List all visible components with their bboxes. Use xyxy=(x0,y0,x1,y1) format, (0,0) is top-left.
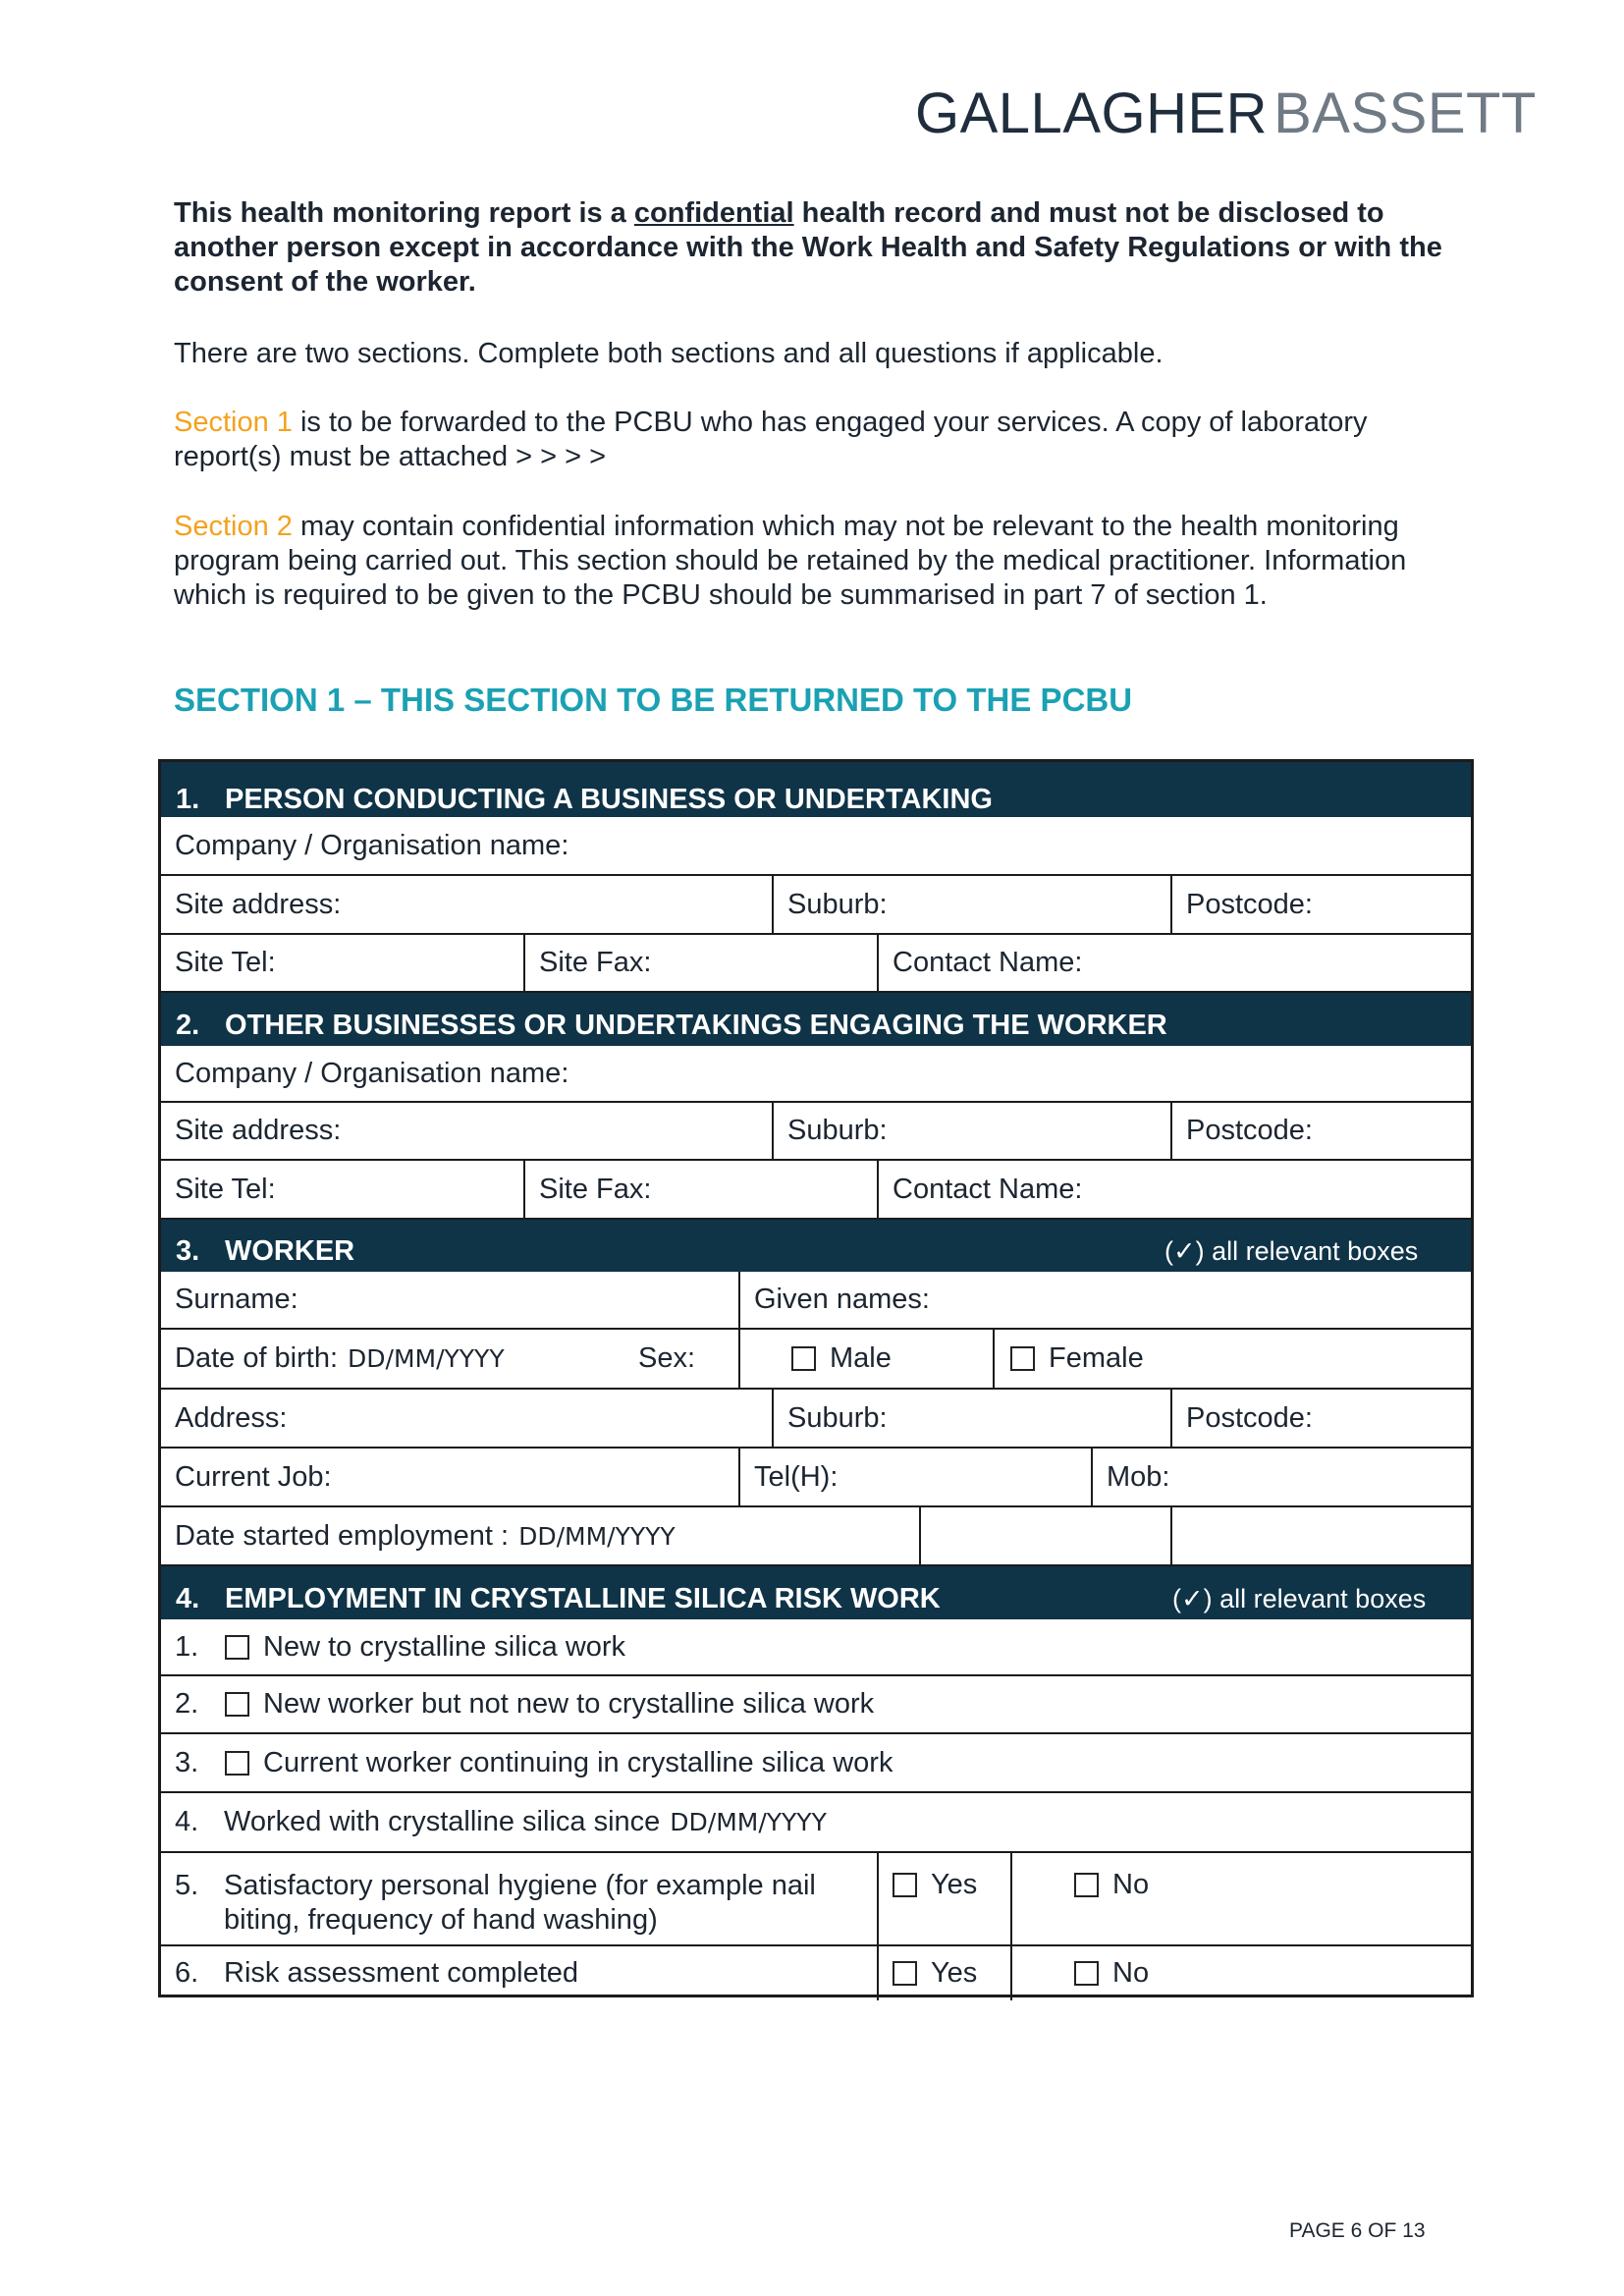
postcode-field[interactable]: Postcode: xyxy=(1186,888,1313,920)
check-all-hint: (✓) all relevant boxes xyxy=(1172,1583,1427,1613)
health-monitoring-form xyxy=(158,759,1474,1997)
contact-name-field[interactable]: Contact Name: xyxy=(893,1173,1083,1205)
brand-name-secondary: BASSETT xyxy=(1273,82,1537,145)
check-all-hint: (✓) all relevant boxes xyxy=(1164,1236,1419,1266)
page-number: PAGE 6 OF 13 xyxy=(1289,2219,1426,2242)
section2-label: Section 2 xyxy=(174,511,293,542)
part3-header: 3. WORKER (✓) all relevant boxes xyxy=(161,1220,1471,1272)
postcode-field[interactable]: Postcode: xyxy=(1186,1401,1313,1434)
section2-note: Section 2 may contain confidential information which may not be relevant to the health monitoring program being carried out. This section should be retained by the medical practitioner. Information which is required to be given to the PCBU should be summarised in part 7 of section 1. xyxy=(174,511,1407,611)
male-checkbox[interactable] xyxy=(791,1346,816,1371)
part1-contact-row xyxy=(161,935,1471,993)
hygiene-question: 5. Satisfactory personal hygiene (for example nail biting, frequency of hand washing) xyxy=(161,1853,879,1944)
part2-address-row xyxy=(161,1103,1471,1161)
risk-no-checkbox[interactable] xyxy=(1074,1961,1099,1986)
suburb-field[interactable]: Suburb: xyxy=(774,1390,1172,1447)
worker-job-row xyxy=(161,1449,1471,1507)
confidential-emphasis: confidential xyxy=(633,197,794,229)
tel-home-field[interactable]: Tel(H): xyxy=(740,1449,1093,1505)
contact-name-field[interactable]: Contact Name: xyxy=(893,947,1083,978)
worker-start-row xyxy=(161,1507,1471,1566)
item1-checkbox[interactable] xyxy=(225,1635,249,1660)
dob-field[interactable]: Date of birth: DD/MM/YYYY Sex: xyxy=(161,1330,740,1388)
part1-address-row xyxy=(161,876,1471,935)
part3-title: WORKER xyxy=(225,1235,355,1267)
hygiene-no-option[interactable]: No xyxy=(1012,1853,1471,1944)
company-logo xyxy=(901,82,1537,145)
part1-header: 1. PERSON CONDUCTING A BUSINESS OR UNDERTAKING xyxy=(161,762,1471,817)
site-address-field[interactable]: Site address: xyxy=(161,1103,774,1159)
suburb-field[interactable]: Suburb: xyxy=(774,1103,1172,1159)
silica-item-1[interactable]: 1. New to crystalline silica work xyxy=(161,1619,1471,1676)
given-names-field[interactable]: Given names: xyxy=(754,1284,930,1315)
part1-company-row[interactable] xyxy=(161,817,1471,876)
hygiene-yes-checkbox[interactable] xyxy=(893,1873,917,1897)
risk-no-option[interactable]: No xyxy=(1012,1946,1471,2000)
site-fax-field[interactable]: Site Fax: xyxy=(525,1161,879,1218)
sex-male-option[interactable]: Male xyxy=(740,1330,995,1388)
risk-yes-checkbox[interactable] xyxy=(893,1961,917,1986)
postcode-field[interactable]: Postcode: xyxy=(1186,1115,1313,1146)
current-job-field[interactable]: Current Job: xyxy=(161,1449,740,1505)
confidentiality-notice: This health monitoring report is a confidential health record and must not be disclosed to another person except in accordance with the Work Health and Safety Regulations or with the consent of the worker. xyxy=(174,197,1442,298)
silica-item-4[interactable]: 4. Worked with crystalline silica since DD/MM/YYYY xyxy=(161,1793,1471,1853)
mobile-field[interactable]: Mob: xyxy=(1107,1460,1170,1493)
section1-note: Section 1 is to be forwarded to the PCBU who has engaged your services. A copy of laboratory report(s) must be attached > > > > xyxy=(174,407,1368,472)
instructions-text: There are two sections. Complete both sections and all questions if applicable. xyxy=(174,338,1164,369)
section1-label: Section 1 xyxy=(174,407,293,438)
part2-header: 2. OTHER BUSINESSES OR UNDERTAKINGS ENGAGING THE WORKER xyxy=(161,993,1471,1046)
hygiene-yes-option[interactable]: Yes xyxy=(879,1853,1012,1944)
sex-label: Sex: xyxy=(638,1342,696,1374)
blank-cell[interactable] xyxy=(921,1507,1172,1564)
part4-header: 4. EMPLOYMENT IN CRYSTALLINE SILICA RISK WORK (✓) all relevant boxes xyxy=(161,1566,1471,1619)
blank-cell[interactable] xyxy=(1172,1507,1471,1564)
part4-title: EMPLOYMENT IN CRYSTALLINE SILICA RISK WORK xyxy=(225,1582,941,1614)
worker-dob-sex-row xyxy=(161,1330,1471,1390)
company-name-field[interactable]: Company / Organisation name: xyxy=(175,829,569,861)
company-name-field[interactable]: Company / Organisation name: xyxy=(175,1057,569,1089)
part2-title: OTHER BUSINESSES OR UNDERTAKINGS ENGAGING THE WORKER xyxy=(225,1009,1167,1041)
female-checkbox[interactable] xyxy=(1010,1346,1035,1371)
item3-checkbox[interactable] xyxy=(225,1751,249,1776)
address-field[interactable]: Address: xyxy=(161,1390,774,1447)
site-tel-field[interactable]: Site Tel: xyxy=(161,935,525,991)
part2-company-row[interactable] xyxy=(161,1046,1471,1103)
item2-checkbox[interactable] xyxy=(225,1692,249,1717)
part1-title: PERSON CONDUCTING A BUSINESS OR UNDERTAKING xyxy=(225,783,993,815)
worker-address-row xyxy=(161,1390,1471,1449)
part2-contact-row xyxy=(161,1161,1471,1220)
section-title: SECTION 1 – THIS SECTION TO BE RETURNED TO THE PCBU xyxy=(174,682,1133,718)
risk-assessment-question: 6. Risk assessment completed xyxy=(161,1946,879,2000)
brand-name-primary: GALLAGHER xyxy=(915,82,1269,145)
site-address-field[interactable]: Site address: xyxy=(161,876,774,933)
suburb-field[interactable]: Suburb: xyxy=(774,876,1172,933)
silica-item-3[interactable]: 3. Current worker continuing in crystalline silica work xyxy=(161,1734,1471,1793)
site-tel-field[interactable]: Site Tel: xyxy=(161,1161,525,1218)
risk-yes-option[interactable]: Yes xyxy=(879,1946,1012,2000)
sex-female-option[interactable]: Female xyxy=(995,1330,1471,1388)
site-fax-field[interactable]: Site Fax: xyxy=(525,935,879,991)
worker-name-row xyxy=(161,1272,1471,1330)
silica-item-6 xyxy=(161,1946,1471,2000)
silica-item-2[interactable]: 2. New worker but not new to crystalline silica work xyxy=(161,1676,1471,1734)
hygiene-no-checkbox[interactable] xyxy=(1074,1873,1099,1897)
surname-field[interactable]: Surname: xyxy=(161,1272,740,1328)
silica-item-5 xyxy=(161,1853,1471,1946)
date-started-field[interactable]: Date started employment : DD/MM/YYYY xyxy=(161,1507,921,1564)
